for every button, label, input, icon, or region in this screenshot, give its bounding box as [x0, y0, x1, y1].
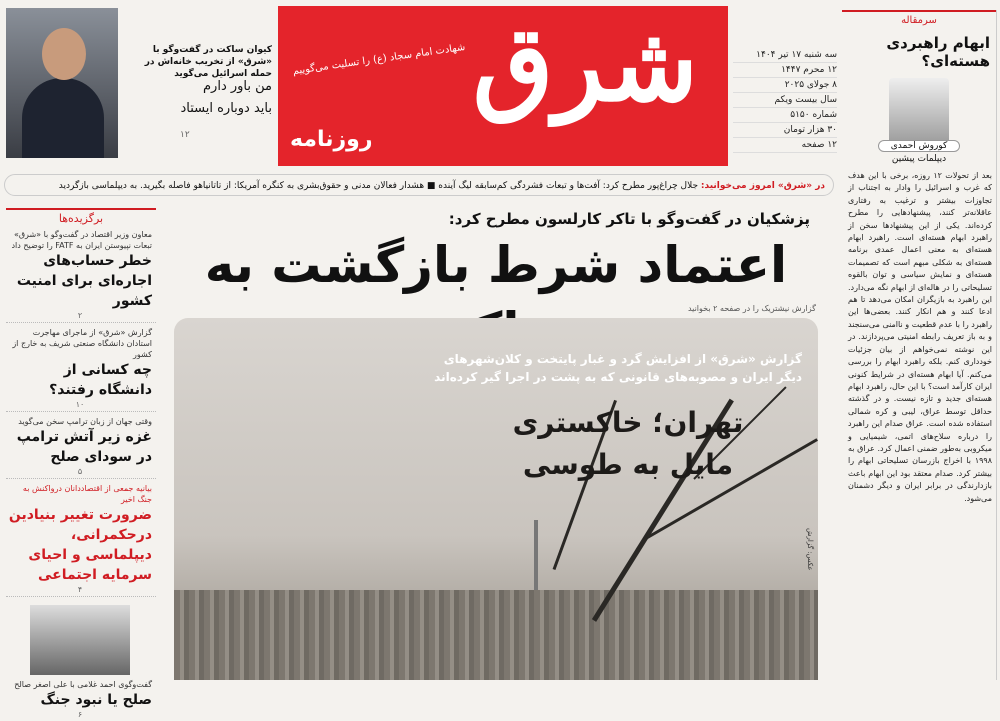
portrait-body — [22, 78, 104, 158]
promo-quote-line: من باور دارم — [203, 79, 272, 94]
ticker-items: جلال چراغ‌پور مطرح کرد: آفت‌ها و تبعات فشردگی کم‌سابقه لیگ آینده ■ هشدار فعالان مدنی و حقوق‌بشری به کنگره آمریکا: از تاتانیاهو فاصله بگیرید. به دیپلماسی بازگردید — [58, 181, 699, 191]
date-line: ۱۲ صفحه — [733, 138, 837, 153]
report-line: گزارش نیشتریک را در صفحه ۲ بخوانید — [687, 304, 816, 313]
list-item[interactable] — [6, 479, 156, 597]
item-kicker: گزارش «شرق» از ماجرای مهاجرت استادان دانشگاه صنعتی شریف به خارج از کشور — [12, 328, 152, 359]
masthead-note: شهادت امام سجاد (ع) را تسلیت می‌گوییم — [292, 41, 466, 78]
masthead-word: روزنامه — [290, 127, 373, 152]
milad-tower-shape — [534, 520, 538, 590]
ticker-lead: در «شرق» امروز می‌خوانید: — [700, 181, 825, 191]
author-role: دیپلمات پیشین — [891, 154, 947, 164]
list-item[interactable] — [6, 412, 156, 479]
author-photo — [889, 78, 949, 146]
date-line: سال بیست ویکم — [733, 93, 837, 108]
item-kicker: گفت‌وگوی احمد غلامی با علی اصغر صالح — [14, 680, 152, 689]
left-column — [6, 208, 156, 719]
main-headline[interactable]: اعتماد شرط بازگشت به — [204, 236, 788, 294]
editorial-body: بعد از تحولات ۱۲ روزه، برخی با این هدف که غرب و اسرائیل را وادار به اجتناب از تجاوزات بیشتر و ترغیب به رفتاری عاقلانه‌تر کنند، پیشنهادهایی را مطرح کرده‌اند. یکی از این پیشنهادها سخن از راهبرد ابهام هسته‌ای است. راهبرد ابهام هسته‌ای به معنی اعمال عمدی برنامه هسته‌ای به شکلی مبهم است که تصمیمات هسته‌ای و نمایش سیاسی و توان بالقوه تسلیحاتی را در هاله‌ای از ابهام نگه می‌دارد. این راهبرد به بازیگران امکان می‌دهد تا هم ادعا کنند و هم انکار کنند. بعضی‌ها این راهبرد را با عدم قطعیت و ناامنی می‌سنجند و به باز تعریف رابطه امنیتی می‌پردازند. در این نوشته نمی‌خواهم از بیان جزئیات خودداری کنم. بلکه راهبرد ابهام را بررسی می‌کنم. آیا ابهام هسته‌ای در شرایط کنونی ایران کارآمد است؟ با این حال، راهبرد ابهام هسته‌ای جدید و تازه نیست. و در گذشته حداقل توسط عراق، لیبی و کره شمالی استفاده شده است. عراق صدام این راهبرد را درباره سلاح‌های اتمی، شیمیایی و میکروبی به‌طور ضمنی اعمال کرد. عراق به ۱۹۹۸ با اخراج بازرسان تسلیحاتی ابهام را بیشتر کرد. صدام معتقد بود این ابهام باعث بازدارندگی در برابر ایران و دیگر دشمنان می‌شود. — [848, 171, 992, 503]
date-line: سه شنبه ۱۷ تیر ۱۴۰۴ — [733, 48, 837, 63]
item-title: صلح یا نبود جنگ — [40, 692, 152, 708]
item-page: ۱۰ — [75, 400, 85, 409]
headline-ticker[interactable] — [4, 174, 834, 196]
item-title: چه کسانی از دانشگاه رفتند؟ — [49, 362, 152, 398]
item-title: غزه زیر آتش ترامپ در سودای صلح — [16, 429, 152, 465]
list-item[interactable] — [6, 323, 156, 412]
editorial-title[interactable]: ابهام راهبردی هسته‌ای؟ — [886, 34, 990, 70]
main-kicker[interactable]: پزشکیان در گفت‌وگو با تاکر کارلسون مطرح کرد: — [448, 210, 810, 228]
item-page: ۲ — [77, 311, 83, 320]
promo-quote[interactable] — [126, 76, 272, 120]
item-title: خطر حساب‌های اجاره‌ای برای امنیت کشور — [16, 253, 152, 309]
interview-photo — [30, 605, 130, 675]
date-line: ۸ جولای ۲۰۲۵ — [733, 78, 837, 93]
promo-kicker[interactable]: کیوان ساکت در گفت‌وگو با «شرق» از تخریب خانه‌اش در حمله اسرائیل می‌گوید — [144, 45, 272, 79]
date-line: شماره ۵۱۵۰ — [733, 108, 837, 123]
item-title: ضرورت تغییر بنیادین درحکمرانی، دیپلماسی و احیای سرمایه اجتماعی — [8, 507, 152, 583]
photo-subhead: گزارش «شرق» از افزایش گرد و غبار پایتخت و کلان‌شهرهای دیگر ایران و مصوبه‌های قانونی که به‌ پشت در اجرا گیر کرده‌اند — [434, 352, 802, 384]
promo-photo[interactable] — [6, 8, 118, 158]
date-line: ۱۲ محرم ۱۴۴۷ — [733, 63, 837, 78]
item-page: ۶ — [77, 710, 83, 719]
promo-page-number: ۱۲ — [180, 130, 190, 140]
lead-photo[interactable] — [174, 318, 818, 680]
editorial-column — [842, 10, 997, 680]
city-skyline — [174, 590, 818, 680]
left-column-header: برگزیده‌ها — [6, 208, 156, 225]
item-kicker: بیانیه جمعی از اقتصاددانان درواکنش به جنگ اخیر — [22, 484, 152, 504]
date-line: ۳۰ هزار تومان — [733, 123, 837, 138]
photo-title: تهران؛ خاکستری مایل به طوسی — [512, 406, 744, 481]
photo-credit: عکس: گزارش — [806, 528, 814, 571]
portrait-head — [42, 28, 86, 80]
author-name: کوروش احمدی — [878, 140, 960, 152]
item-page: ۴ — [77, 585, 83, 594]
list-item[interactable] — [6, 597, 156, 721]
issue-dates — [733, 48, 837, 153]
promo-quote-line: باید دوباره ایستاد — [180, 101, 272, 116]
item-kicker: معاون وزیر اقتصاد در گفت‌وگو با «شرق» تبعات نپیوستن ایران به FATF را توضیح داد — [11, 230, 152, 250]
item-kicker: وقتی جهان از زبان ترامپ سخن می‌گوید — [18, 417, 152, 426]
masthead-logo: شرق — [472, 2, 698, 125]
list-item[interactable] — [6, 225, 156, 323]
masthead — [278, 2, 728, 166]
item-page: ۵ — [77, 467, 83, 476]
editorial-section-label: سرمقاله — [842, 10, 996, 26]
